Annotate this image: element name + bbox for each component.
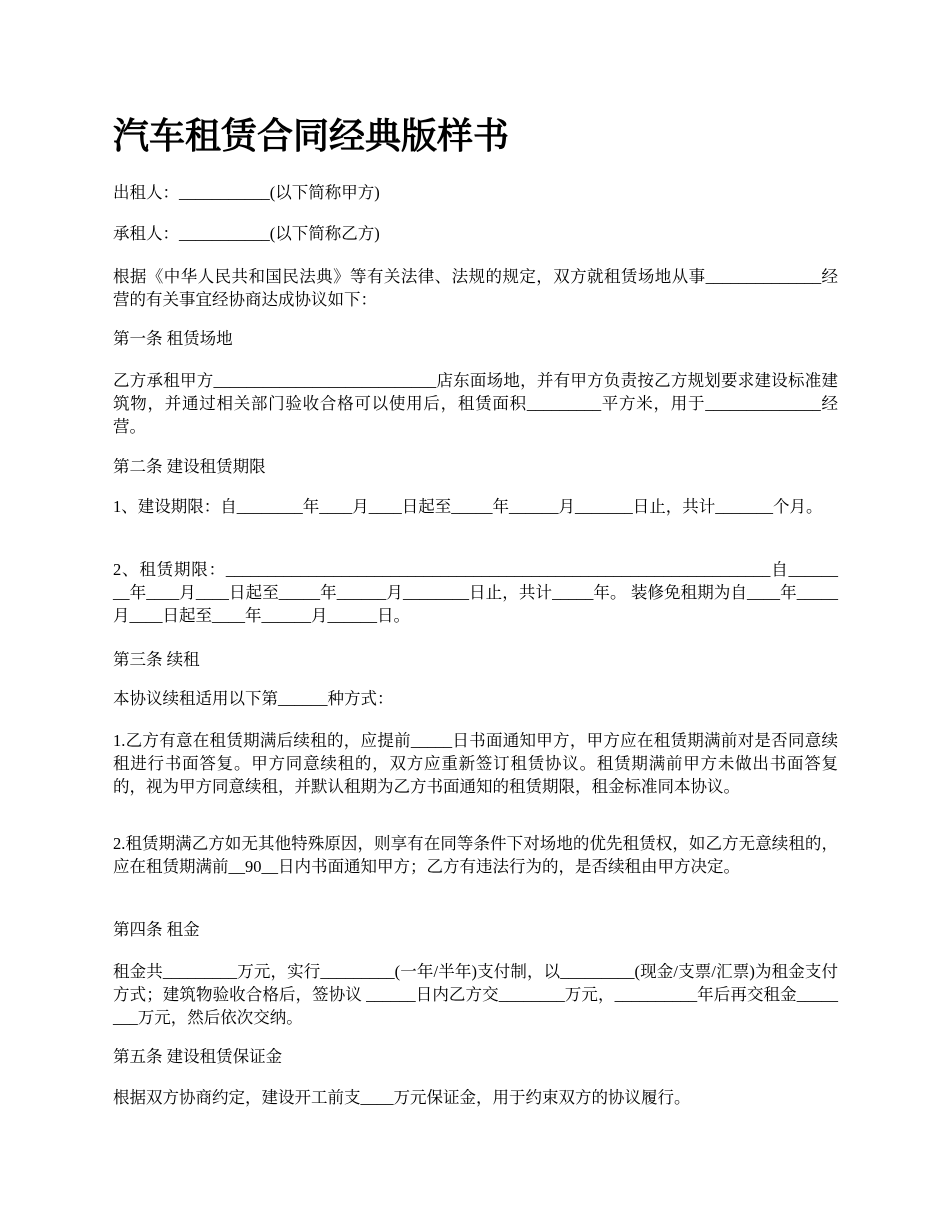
construction-period-clause: 1、建设期限：自________年____月____日起至_____年______月_______日止，共计_______个月。 — [113, 497, 823, 516]
article-4-heading: 第四条 租金 — [113, 920, 200, 939]
renewal-method-line: 本协议续租适用以下第______种方式： — [113, 689, 394, 708]
lessee-line: 承租人：___________(以下简称乙方) — [113, 224, 380, 243]
renewal-option-2: 2.租赁期满乙方如无其他特殊原因，则享有在同等条件下对场地的优先租赁权，如乙方无意续租的，应在租赁期满前__90__日内书面通知甲方；乙方有违法行为的，是否续租由甲方决定。 — [113, 834, 838, 876]
document-title: 汽车租赁合同经典版样书 — [113, 115, 510, 157]
lease-period-clause: 2、租赁期限：__________________________________________________________________自________年____月____日起至_____年______月________日止，共计_____年。 装修免租期为自____年_____月____日起至____年______月______日。 — [113, 560, 838, 625]
deposit-clause: 根据双方协商约定，建设开工前支____万元保证金，用于约束双方的协议履行。 — [113, 1088, 691, 1107]
preamble-paragraph: 根据《中华人民共和国民法典》等有关法律、法规的规定，双方就租赁场地从事______________经营的有关事宜经协商达成协议如下： — [113, 267, 838, 309]
article-1-heading: 第一条 租赁场地 — [113, 329, 233, 348]
article-2-heading: 第二条 建设租赁期限 — [113, 457, 266, 476]
renewal-option-1: 1.乙方有意在租赁期满后续租的，应提前_____日书面通知甲方，甲方应在租赁期满前对是否同意续租进行书面答复。甲方同意续租的，双方应重新签订租赁协议。租赁期满前甲方未做出书面答复的，视为甲方同意续租，并默认租期为乙方书面通知的租赁期限，租金标准同本协议。 — [113, 731, 838, 796]
lessor-line: 出租人：___________(以下简称甲方) — [113, 183, 380, 202]
article-5-heading: 第五条 建设租赁保证金 — [113, 1047, 283, 1066]
rent-clause: 租金共_________万元，实行_________(一年/半年)支付制，以_________(现金/支票/汇票)为租金支付方式；建筑物验收合格后，签协议 ______日内乙方交________万元，__________年后再交租金________万元，然后依次交纳。 — [113, 962, 838, 1027]
article-1-body: 乙方承租甲方___________________________店东面场地，并有甲方负责按乙方规划要求建设标准建筑物，并通过相关部门验收合格可以使用后，租赁面积_________平方米，用于______________经营。 — [113, 371, 838, 436]
article-3-heading: 第三条 续租 — [113, 650, 200, 669]
